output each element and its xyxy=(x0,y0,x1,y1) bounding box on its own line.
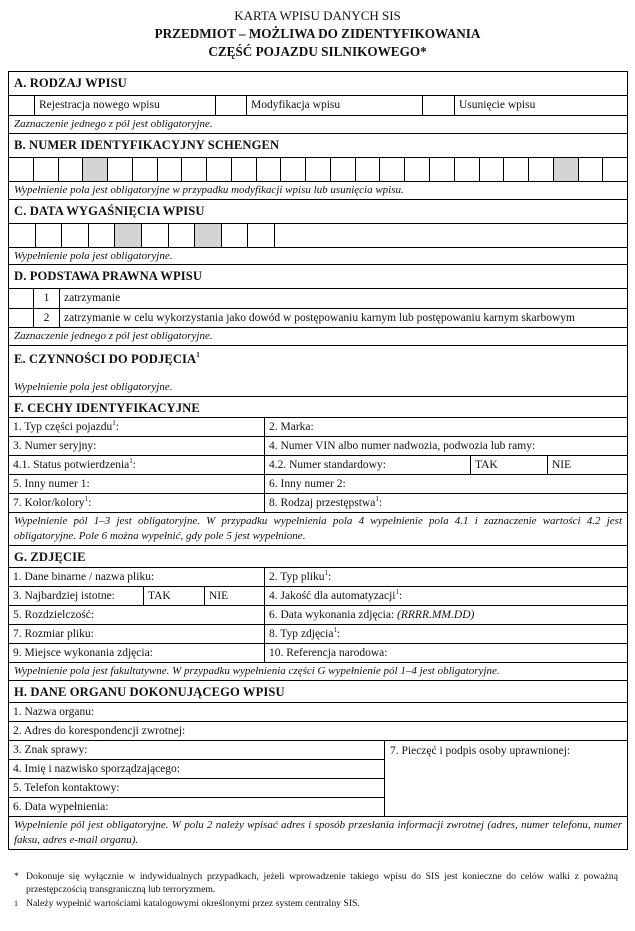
separator-cell xyxy=(83,158,108,181)
footnote-1 xyxy=(14,898,618,911)
field-return-address[interactable]: 2. Adres do korespondencji zwrotnej: xyxy=(13,725,186,737)
digit-cell[interactable] xyxy=(281,158,306,181)
field-photo-location[interactable]: 9. Miejsce wykonania zdjęcia: xyxy=(9,644,265,662)
row-g5 xyxy=(9,606,627,625)
separator-cell xyxy=(554,158,579,181)
legal-basis-option-2 xyxy=(9,309,627,328)
row-g3 xyxy=(9,587,627,606)
section-c-title: C. DATA WYGAŚNIĘCIA WPISU xyxy=(9,200,627,224)
row-g1 xyxy=(9,568,627,587)
digit-cell[interactable] xyxy=(232,158,257,181)
digit-cell[interactable] xyxy=(59,158,84,181)
basis-number-2: 2 xyxy=(34,309,60,327)
field-binary-data[interactable]: 1. Dane binarne / nazwa pliku: xyxy=(9,568,265,586)
date-cell[interactable] xyxy=(142,224,169,247)
field-most-relevant: 3. Najbardziej istotne: xyxy=(9,587,144,605)
digit-cell[interactable] xyxy=(306,158,331,181)
digit-cell[interactable] xyxy=(108,158,133,181)
date-cell[interactable] xyxy=(222,224,249,247)
section-h-note: Wypełnienie pól jest obligatoryjne. W polu 2 należy wpisać adres i sposób przesłania informacji zwrotnej (adres, numer telefonu, numer faksu, adres e-mail organu). xyxy=(14,819,622,846)
date-cell[interactable] xyxy=(9,224,36,247)
field-file-type[interactable]: 2. Typ pliku$^1$: xyxy=(269,569,332,583)
field-make[interactable]: 2. Marka: xyxy=(269,421,314,433)
digit-cell[interactable] xyxy=(603,158,627,181)
footnote-asterisk xyxy=(14,871,618,896)
field-completion-date[interactable]: 6. Data wypełnienia: xyxy=(13,801,109,813)
section-b-title: B. NUMER IDENTYFIKACYJNY SCHENGEN xyxy=(9,134,627,158)
section-h-title: H. DANE ORGANU DOKONUJĄCEGO WPISU xyxy=(9,681,627,703)
checkbox-basis-2[interactable] xyxy=(9,309,34,327)
row-h1 xyxy=(9,703,627,722)
section-d-note: Zaznaczenie jednego z pól jest obligatoryjne. xyxy=(9,328,627,346)
row-g7 xyxy=(9,625,627,644)
field-authority-name[interactable]: 1. Nazwa organu: xyxy=(13,706,95,718)
field-file-size[interactable]: 7. Rozmiar pliku: xyxy=(9,625,265,643)
field-part-type[interactable]: 1. Typ części pojazdu$^1$: xyxy=(9,418,265,436)
digit-cell[interactable] xyxy=(182,158,207,181)
checkbox-basis-1[interactable] xyxy=(9,289,34,308)
digit-cell[interactable] xyxy=(9,158,34,181)
field-photo-type[interactable]: 8. Typ zdjęcia$^1$: xyxy=(269,626,341,640)
separator-cell xyxy=(195,224,222,247)
footnote-mark: 1 xyxy=(14,899,18,908)
checkbox-delete-entry[interactable] xyxy=(423,96,455,115)
field-confirmation-status[interactable]: 4.1. Status potwierdzenia$^1$: xyxy=(9,456,265,474)
basis-number-1: 1 xyxy=(34,289,60,308)
row-h3-h7 xyxy=(9,741,627,817)
digit-cell[interactable] xyxy=(356,158,381,181)
field-stamp-signature[interactable]: 7. Pieczęć i podpis osoby uprawnionej: xyxy=(384,741,627,816)
digit-cell[interactable] xyxy=(207,158,232,181)
field-offence-type[interactable]: 8. Rodzaj przestępstwa$^1$: xyxy=(269,495,383,509)
field-photo-date[interactable]: 6. Data wykonania zdjęcia: (RRRR.MM.DD) xyxy=(269,609,475,621)
field-serial-number[interactable]: 3. Numer seryjny: xyxy=(9,437,265,455)
row-f5 xyxy=(9,475,627,494)
option-new-entry: Rejestracja nowego wpisu xyxy=(35,96,216,115)
row-g9 xyxy=(9,644,627,663)
digit-cell[interactable] xyxy=(158,158,183,181)
row-f7 xyxy=(9,494,627,513)
expiry-date-cells xyxy=(9,224,627,248)
form-subtitle: PRZEDMIOT – MOŻLIWA DO ZIDENTYFIKOWANIA xyxy=(154,26,481,41)
field-case-reference[interactable]: 3. Znak sprawy: xyxy=(13,744,88,756)
footnote-text: Należy wypełnić wartościami katalogowymi określonymi przez system centralny SIS. xyxy=(26,898,360,909)
form-header xyxy=(0,7,635,61)
digit-cell[interactable] xyxy=(380,158,405,181)
section-a-note: Zaznaczenie jednego z pól jest obligatoryjne. xyxy=(9,116,627,134)
section-f-note: Wypełnienie pól 1–3 jest obligatoryjne. W przypadku wypełnienia pola 4 wypełnienie pola 4.1 i zaznaczenie wartości 4.2 jest obligatoryjne. Pole 6 można wypełnić, gdy pole 5 jest wypełnione. xyxy=(9,513,627,546)
digit-cell[interactable] xyxy=(331,158,356,181)
row-h2 xyxy=(9,722,627,741)
section-f-title: F. CECHY IDENTYFIKACYJNE xyxy=(9,397,627,418)
digit-cell[interactable] xyxy=(257,158,282,181)
field-automation-quality[interactable]: 4. Jakość dla automatyzacji$^1$: xyxy=(269,588,403,602)
section-e xyxy=(9,346,627,397)
section-a-title: A. RODZAJ WPISU xyxy=(9,72,627,96)
option-yes[interactable]: TAK xyxy=(144,587,205,605)
field-vin[interactable]: 4. Numer VIN albo numer nadwozia, podwozia lub ramy: xyxy=(269,440,536,452)
section-e-note: Wypełnienie pola jest obligatoryjne. xyxy=(14,381,173,393)
digit-cell[interactable] xyxy=(529,158,554,181)
digit-cell[interactable] xyxy=(480,158,505,181)
section-g-note: Wypełnienie pola jest fakultatywne. W przypadku wypełnienia części G wypełnienie pól 1–4 jest obligatoryjne. xyxy=(9,663,627,681)
digit-cell[interactable] xyxy=(455,158,480,181)
field-preparer-name[interactable]: 4. Imię i nazwisko sporządzającego: xyxy=(13,763,181,775)
digit-cell[interactable] xyxy=(504,158,529,181)
option-yes[interactable]: TAK xyxy=(471,456,548,474)
form-title: KARTA WPISU DANYCH SIS xyxy=(234,8,401,23)
row-f1 xyxy=(9,418,627,437)
digit-cell[interactable] xyxy=(34,158,59,181)
section-g-title: G. ZDJĘCIE xyxy=(9,546,627,568)
checkbox-modify-entry[interactable] xyxy=(216,96,247,115)
option-no[interactable]: NIE xyxy=(552,459,572,471)
basis-label-2: zatrzymanie w celu wykorzystania jako dowód w postępowaniu karnym lub postępowaniu karnym skarbowym xyxy=(64,312,575,324)
digit-cell[interactable] xyxy=(579,158,604,181)
form-subtitle-2: CZĘŚĆ POJAZDU SILNIKOWEGO* xyxy=(208,44,427,59)
date-cell[interactable] xyxy=(248,224,274,247)
footnotes xyxy=(14,871,618,913)
footnote-mark: * xyxy=(14,871,19,882)
date-cell[interactable] xyxy=(89,224,116,247)
basis-label-1: zatrzymanie xyxy=(64,292,121,304)
section-e-title: E. CZYNNOŚCI DO PODJĘCIA$^1$ xyxy=(14,351,200,366)
section-b-note: Wypełnienie pola jest obligatoryjne w przypadku modyfikacji wpisu lub usunięcia wpisu. xyxy=(9,182,627,200)
field-other-number-2[interactable]: 6. Inny numer 2: xyxy=(269,478,346,490)
legal-basis-option-1 xyxy=(9,289,627,309)
checkbox-new-entry[interactable] xyxy=(9,96,35,115)
footnote-text: Dokonuje się wyłącznie w indywidualnych przypadkach, jeżeli wprowadzenie takiego wpisu do SIS jest konieczne do celów walki z poważną przestępczością transgraniczną lub terroryzmem. xyxy=(26,871,618,895)
date-cell[interactable] xyxy=(62,224,89,247)
field-contact-phone[interactable]: 5. Telefon kontaktowy: xyxy=(13,782,120,794)
field-other-number-1[interactable]: 5. Inny numer 1: xyxy=(9,475,265,493)
field-resolution[interactable]: 5. Rozdzielczość: xyxy=(9,606,265,624)
field-standard-number[interactable]: 4.2. Numer standardowy: xyxy=(265,456,471,474)
digit-cell[interactable] xyxy=(133,158,158,181)
entry-form xyxy=(8,71,628,850)
schengen-id-cells xyxy=(9,158,627,182)
date-cell[interactable] xyxy=(36,224,63,247)
option-modify-entry: Modyfikacja wpisu xyxy=(247,96,423,115)
digit-cell[interactable] xyxy=(405,158,430,181)
option-delete-entry: Usunięcie wpisu xyxy=(459,99,536,111)
section-d-title: D. PODSTAWA PRAWNA WPISU xyxy=(9,265,627,289)
field-colour[interactable]: 7. Kolor/kolory$^1$: xyxy=(9,494,265,512)
option-no[interactable]: NIE xyxy=(205,587,265,605)
field-national-reference[interactable]: 10. Referencja narodowa: xyxy=(269,647,388,659)
date-cell[interactable] xyxy=(169,224,196,247)
row-f3 xyxy=(9,437,627,456)
row-f41 xyxy=(9,456,627,475)
digit-cell[interactable] xyxy=(430,158,455,181)
entry-type-options xyxy=(9,96,627,116)
separator-cell xyxy=(115,224,142,247)
section-c-note: Wypełnienie pola jest obligatoryjne. xyxy=(9,248,627,265)
